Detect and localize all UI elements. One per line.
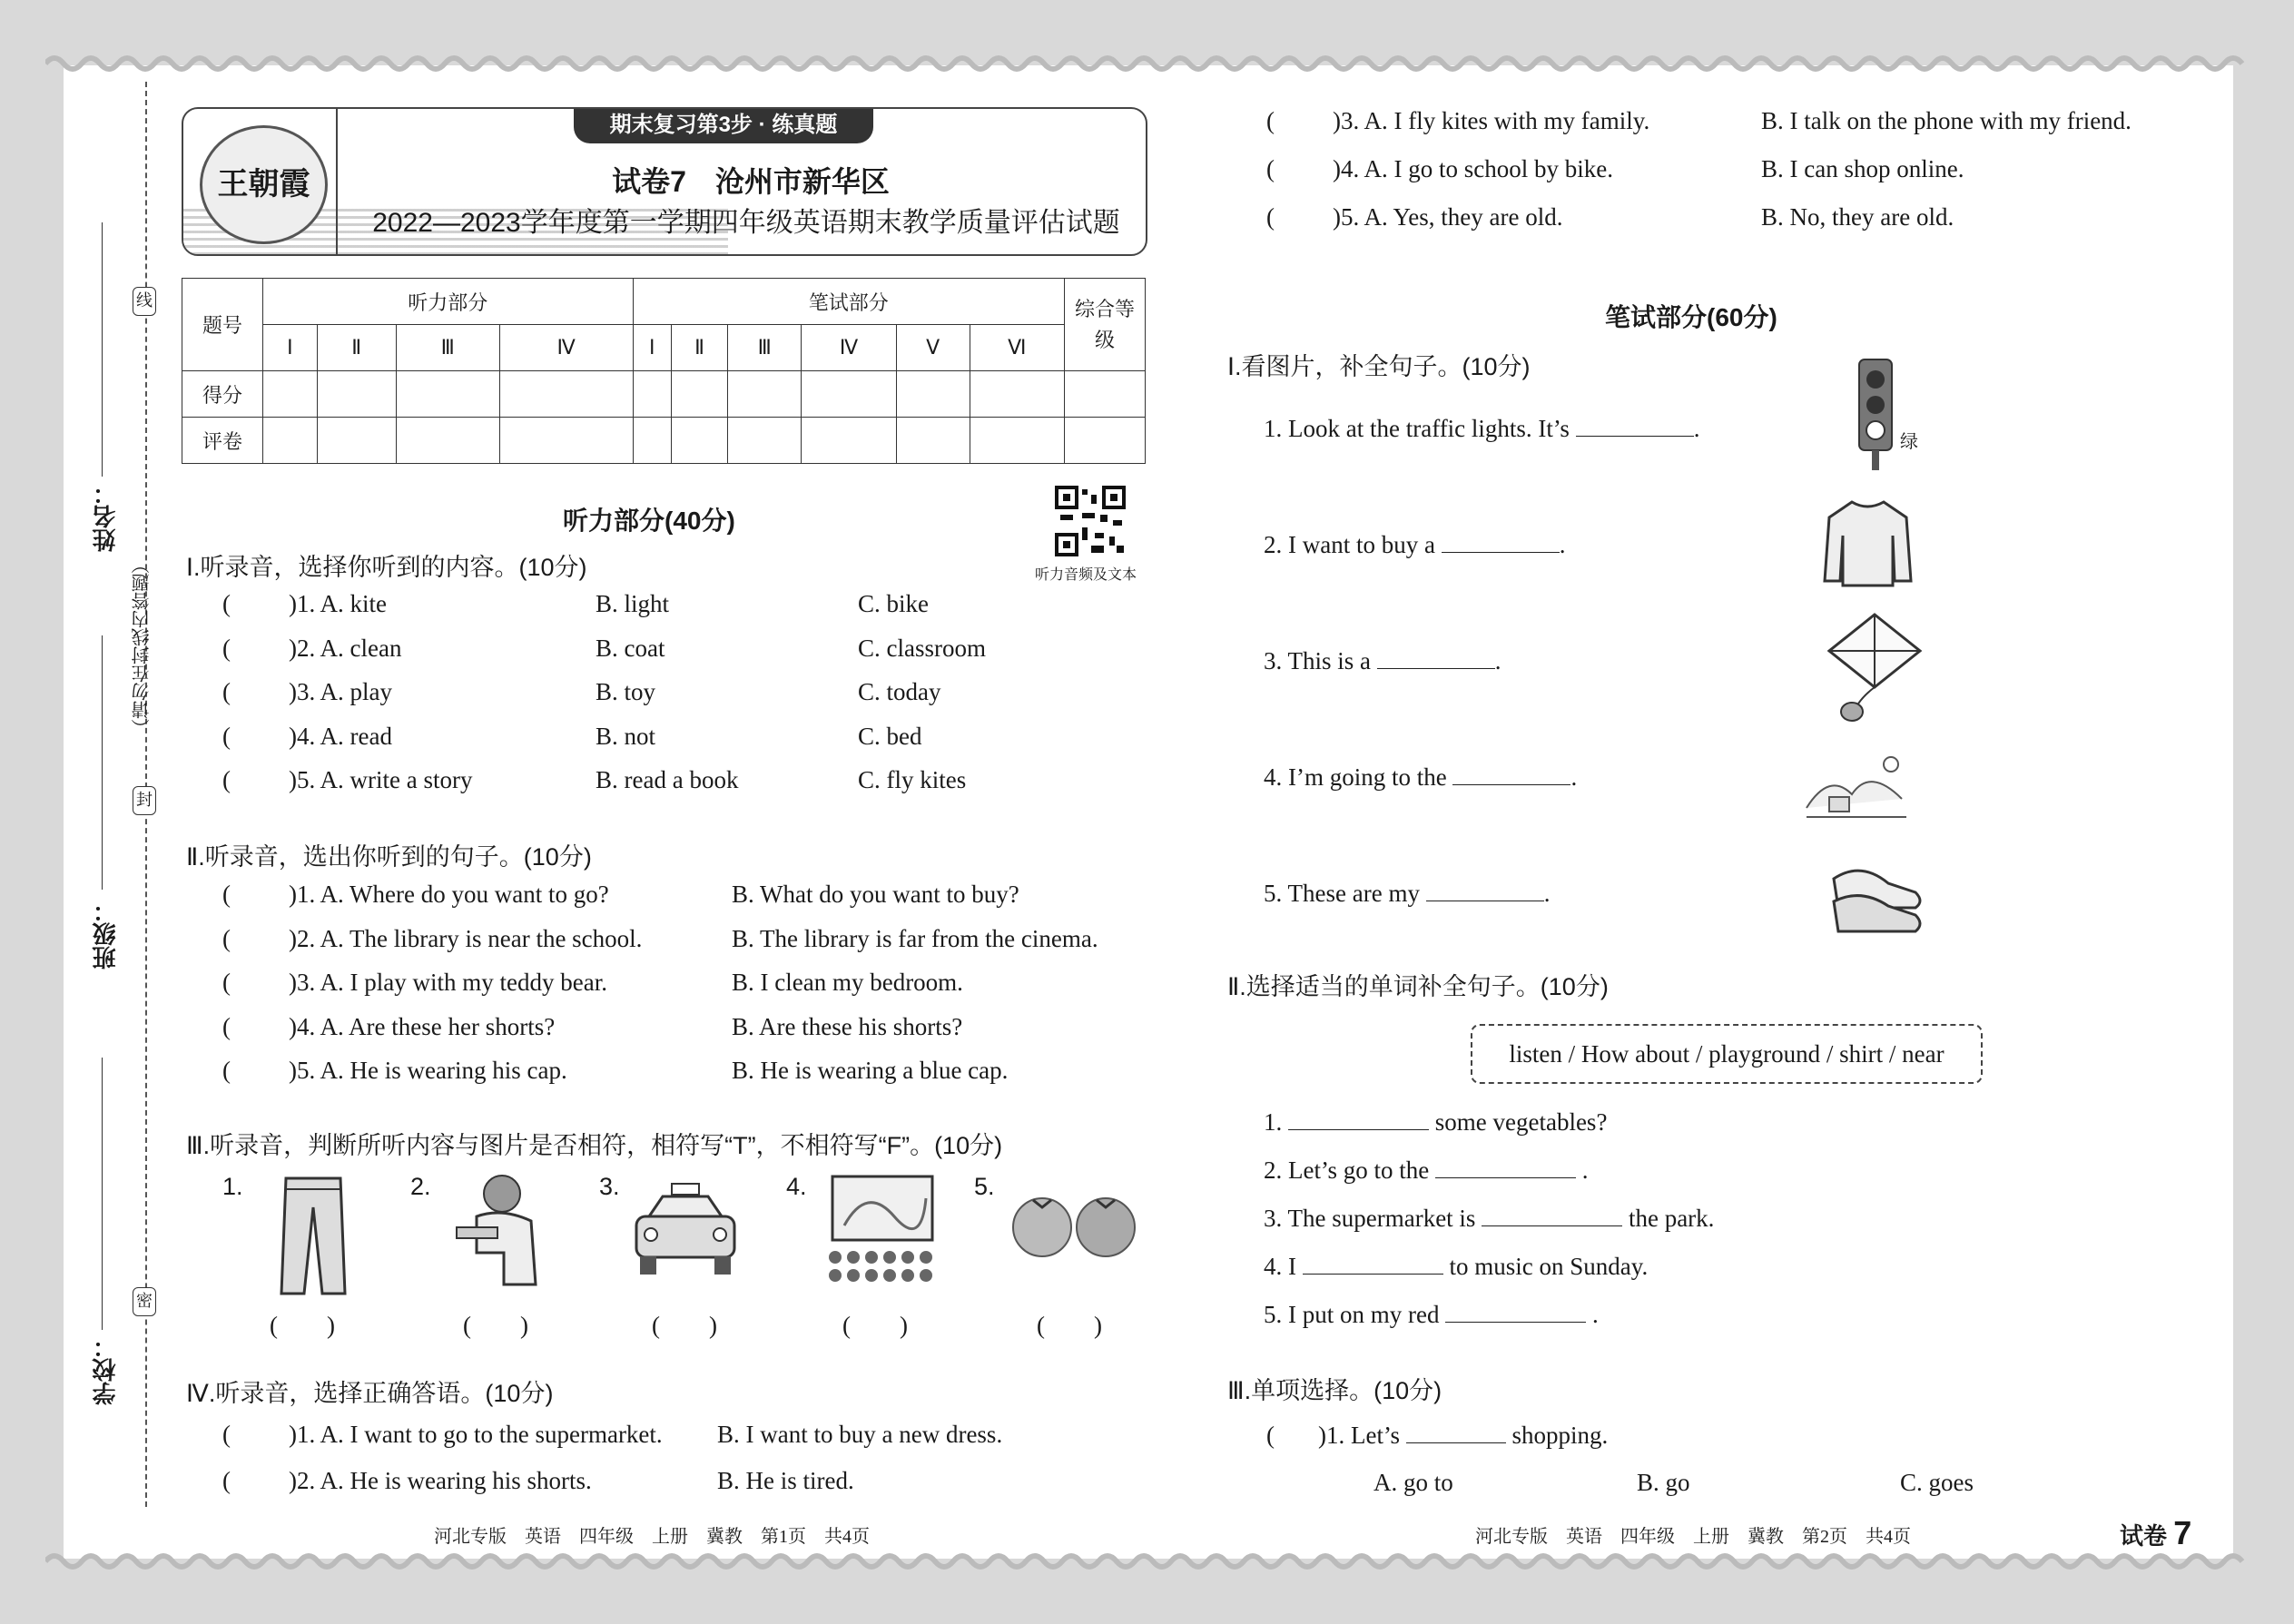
fill-blank[interactable]	[1303, 1252, 1443, 1275]
fill-sentence: 5. These are my .	[1264, 880, 1551, 907]
listening-s3-title: Ⅲ.听录音，判断所听内容与图片是否相符，相符写“T”，不相符写“F”。(10分)	[186, 1132, 1003, 1159]
seal-note: （请勿在封线内答题）	[133, 556, 153, 737]
question-row: ( )3. A. I fly kites with my family.	[1266, 107, 1650, 134]
header-banner	[182, 107, 1147, 256]
class-label: 班级：	[92, 899, 119, 969]
cut-label-line: 线	[133, 287, 156, 316]
green-label: 绿	[1900, 432, 1918, 452]
table-header-num: 题号	[182, 279, 263, 371]
score-cell[interactable]	[633, 371, 672, 418]
question-row: ( )4. A. Are these her shorts?	[222, 1012, 556, 1040]
option-c[interactable]: C. bike	[858, 590, 929, 617]
option-a[interactable]: A. Are these her shorts?	[320, 1012, 556, 1040]
grader-cell[interactable]	[499, 418, 633, 464]
score-cell[interactable]	[970, 371, 1064, 418]
taxi-picture	[631, 1180, 740, 1284]
fill-blank[interactable]	[1452, 763, 1570, 785]
answer-paren-5[interactable]: ( )	[1037, 1312, 1102, 1339]
option-a[interactable]: A. play	[320, 678, 392, 705]
grader-cell[interactable]	[672, 418, 728, 464]
option-b[interactable]: B. The library is far from the cinema.	[732, 924, 1098, 952]
option-b[interactable]: B. He is tired.	[717, 1467, 854, 1494]
score-cell[interactable]	[802, 371, 896, 418]
fill-sentence: 2. Let’s go to the .	[1264, 1156, 1589, 1184]
score-cell[interactable]	[499, 371, 633, 418]
table-row-grader: 评卷	[182, 418, 263, 464]
exam-subtitle: 2022—2023学年度第一学期四年级英语期末教学质量评估试题	[372, 208, 1120, 238]
grader-cell[interactable]	[263, 418, 318, 464]
question-row: ( )2. A. He is wearing his shorts.	[222, 1467, 592, 1494]
mc-blank[interactable]	[1406, 1421, 1506, 1443]
grader-cell[interactable]	[633, 418, 672, 464]
option-a[interactable]: A. I want to go to the supermarket.	[320, 1421, 663, 1448]
grader-cell[interactable]	[396, 418, 499, 464]
table-row-score: 得分	[182, 371, 263, 418]
table-header-listening: 听力部分	[263, 279, 634, 325]
mc-option-a[interactable]: A. go to	[1373, 1469, 1453, 1496]
option-a[interactable]: A. He is wearing his shorts.	[320, 1467, 592, 1494]
answer-paren-4[interactable]: ( )	[842, 1312, 908, 1339]
review-tag: 期末复习第3步 · 练真题	[574, 107, 873, 143]
option-b[interactable]: B. No, they are old.	[1761, 203, 1954, 231]
writing-s1-title: Ⅰ.看图片，补全句子。(10分)	[1227, 353, 1531, 380]
score-table	[182, 278, 1146, 464]
option-b[interactable]: B. read a book	[596, 766, 739, 793]
option-a[interactable]: A. Yes, they are old.	[1364, 203, 1563, 231]
answer-paren-2[interactable]: ( )	[463, 1312, 528, 1339]
option-b[interactable]: B. Are these his shorts?	[732, 1012, 963, 1040]
option-a[interactable]: A. Where do you want to go?	[320, 881, 609, 908]
option-b[interactable]: B. I clean my bedroom.	[732, 969, 963, 996]
classroom-picture	[822, 1171, 944, 1289]
fill-blank[interactable]	[1576, 414, 1694, 437]
cut-label-secret: 密	[133, 1287, 156, 1316]
fill-blank[interactable]	[1445, 1300, 1586, 1323]
table-col: Ⅱ	[672, 325, 728, 371]
option-a[interactable]: A. kite	[320, 590, 388, 617]
wavy-border-top	[45, 45, 2251, 82]
question-row: ( )3. A. I play with my teddy bear.	[222, 969, 607, 996]
score-cell[interactable]	[396, 371, 499, 418]
wavy-border-bottom	[45, 1543, 2251, 1580]
grader-cell[interactable]	[317, 418, 396, 464]
logo-divider	[336, 109, 338, 254]
word-bank: listen / How about / playground / shirt / near	[1471, 1024, 1983, 1084]
score-cell[interactable]	[727, 371, 801, 418]
listening-s1-title: Ⅰ.听录音，选择你听到的内容。(10分)	[186, 554, 587, 581]
question-row: ( )1. A. Where do you want to go?	[222, 881, 609, 908]
grader-cell[interactable]	[802, 418, 896, 464]
option-b[interactable]: B. I can shop online.	[1761, 155, 1964, 182]
option-c[interactable]: C. classroom	[858, 634, 986, 662]
option-b[interactable]: B. He is wearing a blue cap.	[732, 1057, 1009, 1084]
fill-blank[interactable]	[1482, 1204, 1622, 1226]
table-col: Ⅳ	[499, 325, 633, 371]
cut-label-seal: 封	[133, 786, 156, 815]
score-cell[interactable]	[672, 371, 728, 418]
fill-sentence: 5. I put on my red .	[1264, 1301, 1599, 1328]
question-row: ( )1. A. I want to go to the supermarket.	[222, 1421, 663, 1448]
question-row: ( )1. A. kite	[222, 590, 388, 617]
score-cell[interactable]	[896, 371, 970, 418]
traffic-light-picture	[1852, 354, 1925, 474]
listening-s4-title: Ⅳ.听录音，选择正确答语。(10分)	[186, 1380, 554, 1407]
table-col: Ⅴ	[896, 325, 970, 371]
writing-s2-title: Ⅱ.选择适当的单词补全句子。(10分)	[1227, 973, 1609, 1000]
answer-paren-1[interactable]: ( )	[270, 1312, 335, 1339]
option-b[interactable]: B. What do you want to buy?	[732, 881, 1019, 908]
footer-left: 河北专版 英语 四年级 上册 冀教 第1页 共4页	[434, 1527, 870, 1547]
pic-num-3: 3.	[599, 1173, 620, 1200]
qr-caption: 听力音频及文本	[1035, 567, 1137, 583]
option-a[interactable]: A. I fly kites with my family.	[1364, 107, 1650, 134]
fill-blank[interactable]	[1426, 879, 1544, 901]
option-a[interactable]: A. He is wearing his cap.	[320, 1057, 567, 1084]
score-cell[interactable]	[317, 371, 396, 418]
school-label: 学校：	[92, 1334, 119, 1405]
qr-code-icon[interactable]	[1055, 486, 1126, 556]
name-label: 姓名：	[92, 481, 119, 552]
option-c[interactable]: C. bed	[858, 722, 922, 750]
fill-sentence: 2. I want to buy a .	[1264, 531, 1566, 558]
grader-cell[interactable]	[970, 418, 1064, 464]
mc-q1: ( )1. Let’s shopping.	[1266, 1422, 1609, 1449]
table-header-writing: 笔试部分	[633, 279, 1064, 325]
question-row: ( )2. A. The library is near the school.	[222, 924, 643, 952]
table-col: Ⅰ	[633, 325, 672, 371]
paper-label: 试卷 7	[2120, 1514, 2192, 1551]
fill-sentence: 1. Look at the traffic lights. It’s .	[1264, 415, 1700, 442]
writing-s3-title: Ⅲ.单项选择。(10分)	[1227, 1377, 1442, 1404]
fill-blank[interactable]	[1377, 646, 1495, 669]
kite-picture	[1820, 610, 1929, 723]
question-row: ( )2. A. clean	[222, 634, 402, 662]
tomatoes-picture	[1008, 1189, 1144, 1262]
option-c[interactable]: C. fly kites	[858, 766, 967, 793]
option-b[interactable]: B. I talk on the phone with my friend.	[1761, 107, 2132, 134]
table-col: Ⅲ	[396, 325, 499, 371]
table-header-total: 综合等级	[1065, 279, 1146, 371]
option-c[interactable]: C. today	[858, 678, 941, 705]
writing-heading: 笔试部分(60分)	[1605, 303, 1777, 331]
fill-blank[interactable]	[1288, 1107, 1429, 1130]
name-blank[interactable]	[102, 222, 103, 477]
score-cell[interactable]	[263, 371, 318, 418]
question-row: ( )4. A. I go to school by bike.	[1266, 155, 1613, 182]
option-b[interactable]: B. coat	[596, 634, 665, 662]
option-b[interactable]: B. light	[596, 590, 670, 617]
question-row: ( )4. A. read	[222, 722, 392, 750]
option-a[interactable]: A. write a story	[320, 766, 473, 793]
option-a[interactable]: A. The library is near the school.	[320, 924, 643, 952]
answer-paren-3[interactable]: ( )	[652, 1312, 717, 1339]
footer-right: 河北专版 英语 四年级 上册 冀教 第2页 共4页	[1475, 1527, 1911, 1547]
mc-option-b[interactable]: B. go	[1637, 1469, 1690, 1496]
question-row: ( )5. A. Yes, they are old.	[1266, 203, 1563, 231]
table-col: Ⅰ	[263, 325, 318, 371]
question-row: ( )5. A. He is wearing his cap.	[222, 1057, 567, 1084]
grader-cell[interactable]	[727, 418, 801, 464]
sweater-picture	[1820, 495, 1915, 595]
listening-heading: 听力部分(40分)	[563, 507, 735, 535]
table-col: Ⅱ	[317, 325, 396, 371]
trousers-picture	[272, 1171, 354, 1298]
class-blank[interactable]	[102, 635, 103, 890]
fill-sentence: 1. some vegetables?	[1264, 1108, 1608, 1136]
question-row: ( )5. A. write a story	[222, 766, 473, 793]
fill-sentence: 3. The supermarket is the park.	[1264, 1205, 1715, 1232]
option-a[interactable]: A. clean	[320, 634, 402, 662]
table-col: Ⅲ	[727, 325, 801, 371]
option-b[interactable]: B. not	[596, 722, 656, 750]
park-picture	[1802, 753, 1911, 826]
grader-cell[interactable]	[896, 418, 970, 464]
mc-option-c[interactable]: C. goes	[1900, 1469, 1974, 1496]
option-a[interactable]: A. I play with my teddy bear.	[320, 969, 607, 996]
pic-num-1: 1.	[222, 1173, 243, 1200]
school-blank[interactable]	[102, 1058, 103, 1330]
option-a[interactable]: A. read	[320, 722, 392, 750]
table-col: Ⅳ	[802, 325, 896, 371]
exam-title: 试卷7 沧州市新华区	[612, 165, 890, 198]
fill-sentence: 4. I to music on Sunday.	[1264, 1253, 1649, 1280]
fill-blank[interactable]	[1442, 530, 1560, 553]
boy-washing-picture	[449, 1171, 554, 1289]
pic-num-4: 4.	[786, 1173, 807, 1200]
fill-sentence: 3. This is a .	[1264, 647, 1501, 674]
pic-num-2: 2.	[410, 1173, 431, 1200]
fill-sentence: 4. I’m going to the .	[1264, 763, 1578, 791]
shoes-picture	[1825, 851, 1929, 938]
pic-num-5: 5.	[974, 1173, 995, 1200]
score-cell[interactable]	[1065, 371, 1146, 418]
fill-blank[interactable]	[1435, 1156, 1576, 1178]
option-b[interactable]: B. toy	[596, 678, 656, 705]
option-b[interactable]: B. I want to buy a new dress.	[717, 1421, 1003, 1448]
grader-cell[interactable]	[1065, 418, 1146, 464]
question-row: ( )3. A. play	[222, 678, 392, 705]
listening-s2-title: Ⅱ.听录音，选出你听到的句子。(10分)	[186, 843, 592, 871]
brand-logo: 王朝霞	[200, 125, 328, 244]
table-col: Ⅵ	[970, 325, 1064, 371]
option-a[interactable]: A. I go to school by bike.	[1364, 155, 1613, 182]
